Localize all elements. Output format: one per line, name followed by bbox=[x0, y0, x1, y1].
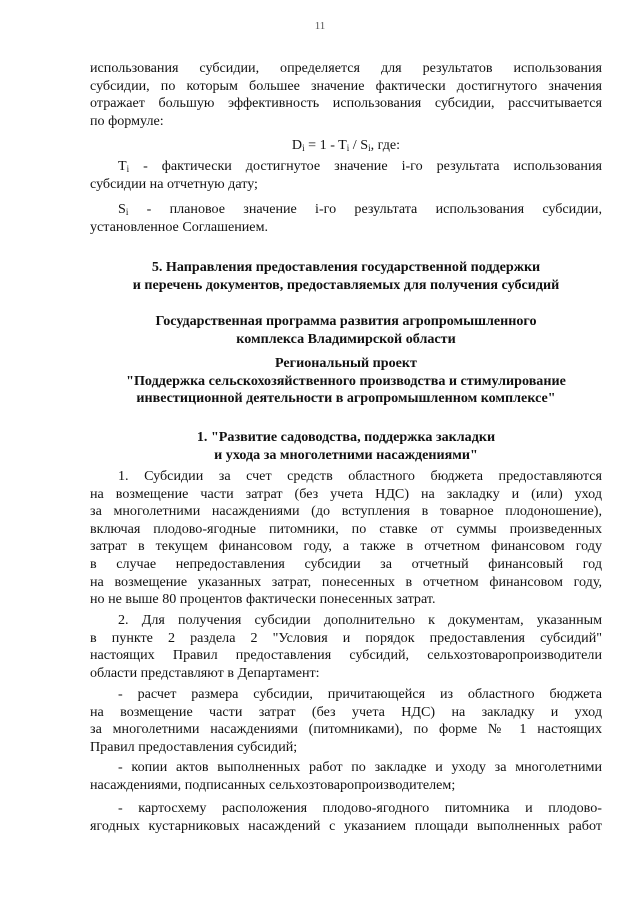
paragraph-2 bbox=[90, 612, 602, 682]
project-heading: Региональный проект "Поддержка сельскохозяйственного производства и стимулирование инвестиционной деятельности в агропромышленном комплексе" bbox=[126, 355, 566, 407]
text-line: на возмещение части затрат (без учета НДС) на закладку и (или) уход bbox=[90, 485, 602, 502]
text-line: использования субсидии, определяется для результатов использования bbox=[90, 60, 602, 76]
text-line: но не выше 80 процентов фактически понесенных затрат. bbox=[90, 591, 436, 608]
intro-paragraph bbox=[90, 60, 602, 130]
formula: $D_i = 1 - T_i / S_i$, где: bbox=[291, 137, 401, 153]
text-line: в случае непредоставления субсидии за отчетный финансовый год bbox=[90, 555, 602, 572]
text-line: в пункте 2 раздела 2 "Условия и порядок предоставления субсидий" bbox=[90, 629, 602, 646]
section-heading: 5. Направления предоставления государственной поддержки и перечень документов, предоставляемых для получения субсидий bbox=[132, 259, 560, 293]
text-line: Правил предоставления субсидий; bbox=[90, 738, 298, 755]
text-line: за многолетними насаждениями (питомниками), по форме № 1 настоящих bbox=[90, 721, 602, 738]
text-line: $S_i$ - плановое значение i-го результата использования субсидии, bbox=[118, 201, 602, 217]
subsection-heading: 1. "Развитие садоводства, поддержка закладки и ухода за многолетними насаждениями" bbox=[196, 429, 496, 463]
text-line: отражает большую эффективность использования субсидии, рассчитывается bbox=[90, 95, 602, 112]
text-line: 1. Субсидии за счет средств областного бюджета предоставляются bbox=[118, 468, 602, 484]
text-line: субсидии на отчетную дату; bbox=[90, 175, 258, 192]
text-line: - расчет размера субсидии, причитающейся из областного бюджета bbox=[118, 686, 602, 702]
text-line: субсидии, по которым большее значение фактически достигнутого значения bbox=[90, 77, 602, 94]
text-line: $T_i$ - фактически достигнутое значение i-го результата использования bbox=[118, 158, 602, 174]
text-line: за многолетними насаждениями (до вступления в товарное плодоношение), bbox=[90, 503, 602, 520]
text-line: - копии актов выполненных работ по закладке и уходу за многолетними bbox=[118, 759, 602, 775]
program-heading: Государственная программа развития агропромышленного комплекса Владимирской области bbox=[155, 313, 537, 347]
text-line: области представляют в Департамент: bbox=[90, 664, 320, 681]
list-item bbox=[90, 686, 602, 756]
text-line: включая плодово-ягодные питомники, по ставке от суммы произведенных bbox=[90, 520, 602, 537]
list-item bbox=[90, 759, 602, 794]
text-line: затрат в текущем финансовом году, а также в отчетном финансовом году bbox=[90, 538, 602, 555]
text-line: - картосхему расположения плодово-ягодного питомника и плодово- bbox=[118, 800, 602, 816]
list-item bbox=[90, 800, 602, 835]
paragraph-1 bbox=[90, 468, 602, 609]
definition-s bbox=[90, 201, 602, 236]
text-line: на возмещение указанных затрат, понесенных в отчетном финансовом году, bbox=[90, 573, 602, 590]
text-line: на возмещение части затрат (без учета НДС) на закладку и уход bbox=[90, 703, 602, 720]
text-line: 2. Для получения субсидии дополнительно к документам, указанным bbox=[118, 612, 602, 628]
text-line: настоящих Правил предоставления субсидий, сельхозтоваропроизводители bbox=[90, 647, 602, 664]
text-line: по формуле: bbox=[90, 112, 164, 129]
page-number: 11 bbox=[314, 20, 326, 32]
definition-t bbox=[90, 158, 602, 193]
text-line: установленное Соглашением. bbox=[90, 218, 269, 235]
text-line: ягодных кустарниковых насаждений с указанием площади выполненных работ bbox=[90, 817, 602, 834]
text-line: насаждениями, подписанных сельхозтоваропроизводителем; bbox=[90, 776, 456, 793]
